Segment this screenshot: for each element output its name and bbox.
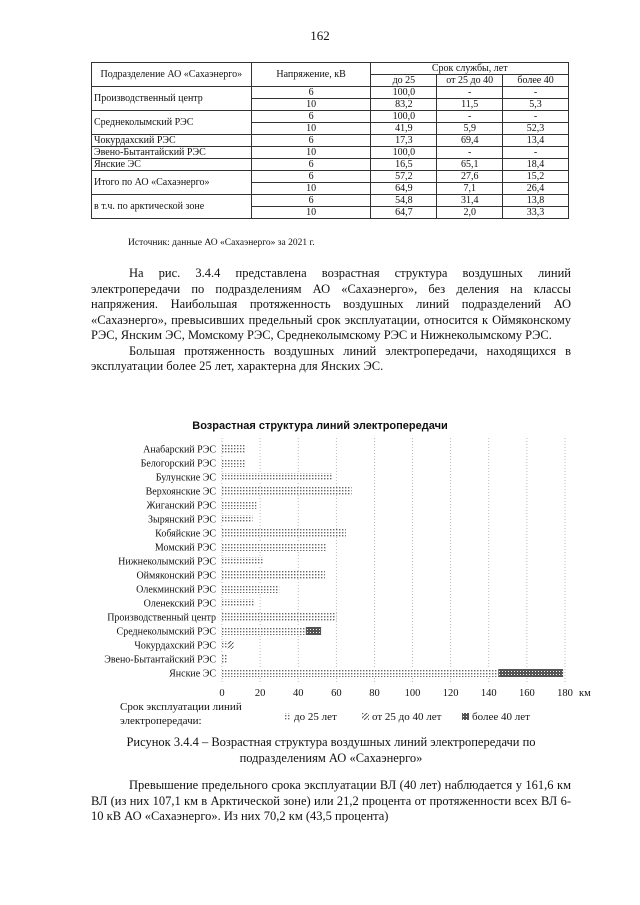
value-cell: 57,2 bbox=[371, 171, 437, 183]
header-voltage: Напряжение, кВ bbox=[251, 63, 371, 87]
value-cell: - bbox=[503, 147, 569, 159]
body-text-after bbox=[91, 778, 571, 825]
subdivision-cell: Итого по АО «Сахаэнерго» bbox=[92, 171, 252, 195]
bar-segment bbox=[222, 515, 252, 523]
category-label: Момский РЭС bbox=[154, 542, 216, 554]
bar-segment bbox=[222, 627, 306, 635]
voltage-cell: 6 bbox=[251, 195, 371, 207]
voltage-cell: 6 bbox=[251, 135, 371, 147]
voltage-cell: 6 bbox=[251, 159, 371, 171]
age-structure-chart bbox=[0, 412, 640, 732]
subdivision-cell: Производственный центр bbox=[92, 87, 252, 111]
value-cell: 41,9 bbox=[371, 123, 437, 135]
category-label: Булунские ЭС bbox=[155, 472, 216, 484]
value-cell: 2,0 bbox=[437, 207, 503, 219]
x-tick-label: 40 bbox=[292, 688, 304, 699]
voltage-cell: 10 bbox=[251, 123, 371, 135]
value-cell: 26,4 bbox=[503, 183, 569, 195]
value-cell: 33,3 bbox=[503, 207, 569, 219]
value-cell: 54,8 bbox=[371, 195, 437, 207]
chart-svg bbox=[0, 412, 640, 732]
value-cell: 83,2 bbox=[371, 99, 437, 111]
value-cell: 13,8 bbox=[503, 195, 569, 207]
bar-segment bbox=[222, 557, 264, 565]
subdivision-cell: Янские ЭС bbox=[92, 159, 252, 171]
subdivision-cell: Среднеколымский РЭС bbox=[92, 111, 252, 135]
value-cell: 31,4 bbox=[437, 195, 503, 207]
chart-title: Возрастная структура линий электропередачи bbox=[192, 420, 448, 432]
bar-segment bbox=[222, 487, 352, 495]
category-label: Анабарский РЭС bbox=[143, 444, 216, 456]
x-tick-label: 100 bbox=[404, 688, 421, 699]
table-row bbox=[92, 195, 569, 207]
value-cell: - bbox=[437, 87, 503, 99]
voltage-cell: 10 bbox=[251, 207, 371, 219]
x-tick-label: 160 bbox=[519, 688, 535, 699]
value-cell: 5,3 bbox=[503, 99, 569, 111]
subheader-over-40: более 40 bbox=[503, 75, 569, 87]
page-number: 162 bbox=[310, 28, 330, 43]
body-text bbox=[91, 266, 571, 375]
x-tick-label: 0 bbox=[219, 688, 225, 699]
table-header-row bbox=[92, 63, 569, 75]
legend-swatch bbox=[462, 713, 469, 720]
table-source-note: Источник: данные АО «Сахаэнерго» за 2021 г. bbox=[128, 238, 315, 248]
value-cell: 64,9 bbox=[371, 183, 437, 195]
voltage-cell: 6 bbox=[251, 111, 371, 123]
bar-segment bbox=[222, 501, 256, 509]
value-cell: 13,4 bbox=[503, 135, 569, 147]
value-cell: - bbox=[437, 147, 503, 159]
bar-segment bbox=[222, 459, 245, 467]
figure-caption: Рисунок 3.4.4 – Возрастная структура воздушных линий электропередачи по подразделениям АО «Сахаэнерго» bbox=[126, 735, 536, 765]
bar-segment bbox=[222, 655, 228, 663]
table-row bbox=[92, 87, 569, 99]
voltage-cell: 6 bbox=[251, 87, 371, 99]
category-label: Олекминский РЭС bbox=[136, 584, 216, 596]
voltage-cell: 6 bbox=[251, 171, 371, 183]
bar-segment bbox=[222, 613, 336, 621]
category-label: Верхоянские ЭС bbox=[145, 486, 216, 498]
value-cell: 5,9 bbox=[437, 123, 503, 135]
value-cell: 16,5 bbox=[371, 159, 437, 171]
value-cell: 52,3 bbox=[503, 123, 569, 135]
value-cell: 64,7 bbox=[371, 207, 437, 219]
paragraph: Большая протяженность воздушных линий электропередачи, находящихся в эксплуатации более 25 лет, характерна для Янских ЭС. bbox=[91, 343, 571, 373]
value-cell: 65,1 bbox=[437, 159, 503, 171]
x-unit-label: км bbox=[579, 688, 591, 699]
value-cell: 69,4 bbox=[437, 135, 503, 147]
subdivision-cell: Эвено-Бытантайский РЭС bbox=[92, 147, 252, 159]
category-label: Жиганский РЭС bbox=[146, 500, 216, 512]
bar-segment bbox=[222, 599, 254, 607]
bar-segment bbox=[222, 585, 279, 593]
x-tick-label: 120 bbox=[442, 688, 459, 699]
header-service-life: Срок службы, лет bbox=[371, 63, 569, 75]
bar-segment bbox=[222, 473, 333, 481]
bar-segment bbox=[222, 529, 346, 537]
category-label: Белогорский РЭС bbox=[140, 458, 216, 470]
bar-segment bbox=[222, 445, 245, 453]
bar-segment bbox=[222, 641, 228, 649]
bar-segment bbox=[498, 669, 563, 677]
value-cell: - bbox=[503, 111, 569, 123]
category-label: Оймяконский РЭС bbox=[136, 570, 216, 582]
table-row bbox=[92, 111, 569, 123]
paragraph: Превышение предельного срока эксплуатации ВЛ (40 лет) наблюдается у 161,6 км ВЛ (из них 107,1 км в Арктической зоне) или 21,2 процента от протяженности всех ВЛ 6-10 кВ АО «Сахаэнерго». Из них 70,2 км (43,5 процента) bbox=[91, 778, 571, 823]
value-cell: - bbox=[437, 111, 503, 123]
table-row bbox=[92, 135, 569, 147]
table-row bbox=[92, 159, 569, 171]
category-label: Эвено-Бытантайский РЭС bbox=[104, 654, 216, 666]
category-label: Оленекский РЭС bbox=[143, 598, 216, 610]
value-cell: 7,1 bbox=[437, 183, 503, 195]
category-label: Янские ЭС bbox=[169, 668, 216, 680]
legend-label: более 40 лет bbox=[472, 711, 530, 723]
value-cell: 27,6 bbox=[437, 171, 503, 183]
category-label: Кобяйские ЭС bbox=[155, 528, 216, 540]
voltage-cell: 10 bbox=[251, 183, 371, 195]
value-cell: 11,5 bbox=[437, 99, 503, 111]
x-tick-label: 140 bbox=[480, 688, 497, 699]
legend-label: до 25 лет bbox=[294, 711, 337, 723]
value-cell: 100,0 bbox=[371, 87, 437, 99]
subheader-25-40: от 25 до 40 bbox=[437, 75, 503, 87]
x-tick-label: 60 bbox=[331, 688, 342, 699]
bar-segment bbox=[222, 571, 325, 579]
voltage-cell: 10 bbox=[251, 99, 371, 111]
x-tick-label: 180 bbox=[557, 688, 573, 699]
value-cell: - bbox=[503, 87, 569, 99]
bar-segment bbox=[228, 641, 234, 649]
subheader-under-25: до 25 bbox=[371, 75, 437, 87]
bar-segment bbox=[306, 627, 321, 635]
value-cell: 17,3 bbox=[371, 135, 437, 147]
legend-xlabel: электропередачи: bbox=[120, 715, 202, 727]
header-subdivision: Подразделение АО «Сахаэнерго» bbox=[92, 63, 252, 87]
legend-swatch bbox=[362, 713, 369, 720]
subdivision-cell: в т.ч. по арктической зоне bbox=[92, 195, 252, 219]
value-cell: 18,4 bbox=[503, 159, 569, 171]
value-cell: 100,0 bbox=[371, 147, 437, 159]
voltage-cell: 10 bbox=[251, 147, 371, 159]
legend-label: от 25 до 40 лет bbox=[372, 711, 442, 723]
subdivision-cell: Чокурдахский РЭС bbox=[92, 135, 252, 147]
table-row bbox=[92, 147, 569, 159]
value-cell: 100,0 bbox=[371, 111, 437, 123]
service-life-table bbox=[91, 62, 569, 219]
legend-swatch bbox=[284, 713, 291, 720]
bar-segment bbox=[222, 669, 498, 677]
x-tick-label: 20 bbox=[254, 688, 266, 699]
bar-segment bbox=[222, 543, 327, 551]
category-label: Зырянский РЭС bbox=[147, 514, 216, 526]
value-cell: 15,2 bbox=[503, 171, 569, 183]
table-row bbox=[92, 171, 569, 183]
category-label: Производственный центр bbox=[107, 612, 216, 624]
paragraph: На рис. 3.4.4 представлена возрастная структура воздушных линий электропередачи по подразделениям АО «Сахаэнерго», без деления на классы напряжения. Наибольшая протяженность воздушных линий подразделений АО «Сахаэнерго», превысивших предельный срок эксплуатации, относится к Оймяконскому РЭС, Янским ЭС, Момскому РЭС, Среднеколымскому РЭС и Нижнеколымскому РЭС. bbox=[91, 266, 571, 342]
category-label: Среднеколымский РЭС bbox=[116, 626, 216, 638]
x-tick-label: 80 bbox=[369, 688, 380, 699]
category-label: Чокурдахский РЭС bbox=[134, 640, 216, 652]
category-label: Нижнеколымский РЭС bbox=[118, 556, 216, 568]
legend-xlabel: Срок эксплуатации линий bbox=[120, 701, 242, 713]
